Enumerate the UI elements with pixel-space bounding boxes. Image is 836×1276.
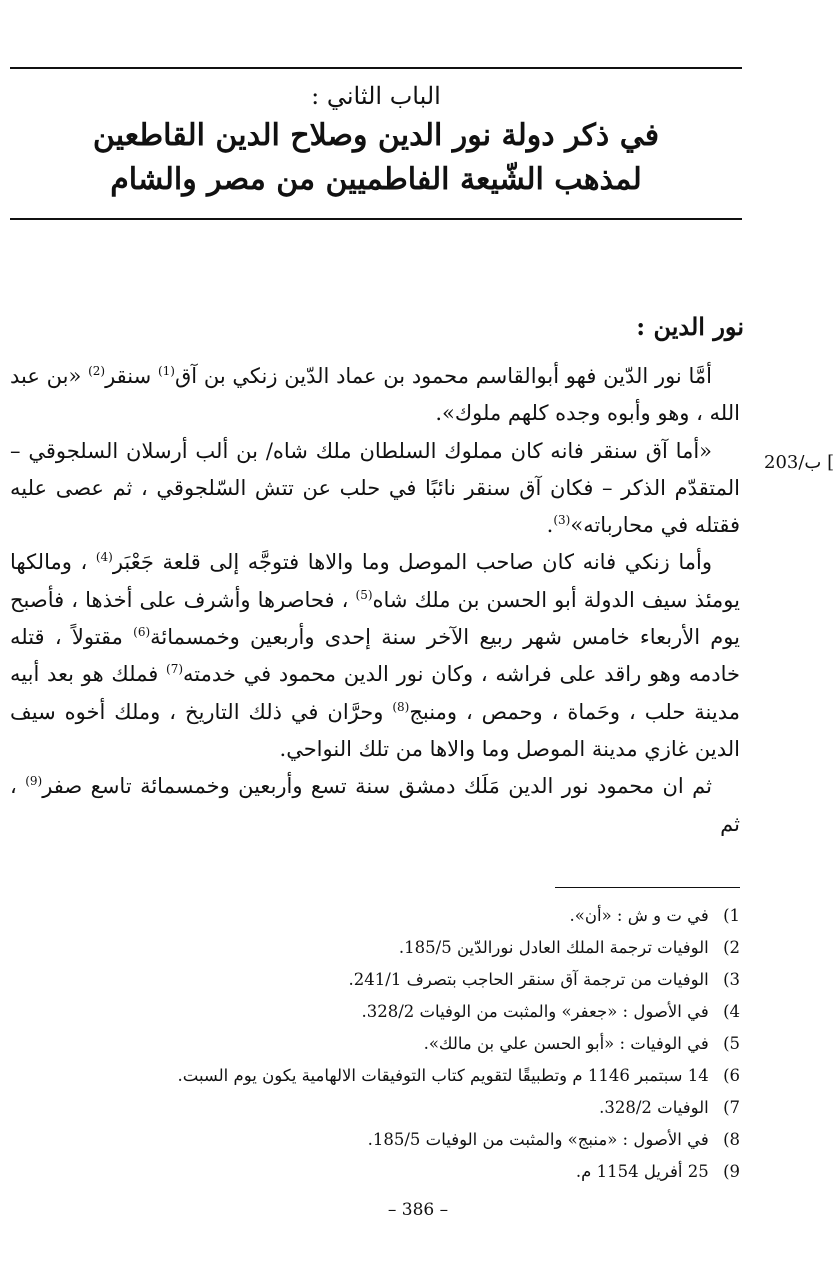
- footnote-text: في الأصول : «جعفر» والمثبت من الوفيات 328/2.: [361, 1002, 709, 1021]
- paragraph: [10, 358, 740, 433]
- text-run: فملك هو بعد أبيه مدينة حلب ، وحَماة ، وحمص ، ومنبج: [10, 662, 740, 724]
- text-run: ، ثم: [10, 774, 740, 836]
- footnote-ref: (7): [166, 662, 184, 677]
- footnotes: [177, 900, 740, 1188]
- body-text: [10, 358, 740, 843]
- footnote-text: الوفيات ترجمة الملك العادل نورالدّين 185/5.: [398, 938, 709, 957]
- footnote: [200, 900, 740, 932]
- chapter-title-line-2: لمذهب الشّيعة الفاطميين من مصر والشام: [110, 162, 642, 197]
- footnote-number: 7): [723, 1098, 740, 1117]
- footnote: [200, 1156, 740, 1188]
- footnote-number: 1): [723, 906, 740, 925]
- page-number: – 386 –: [387, 1200, 449, 1220]
- footnote-ref: (2): [88, 364, 106, 378]
- footnote: [200, 932, 740, 964]
- footnote-ref: (3): [553, 513, 571, 528]
- footnote-number: 9): [723, 1162, 740, 1181]
- footnote-number: 4): [723, 1002, 740, 1021]
- section-heading: نور الدين :: [636, 312, 744, 341]
- footnote-ref: (4): [95, 550, 113, 565]
- footnote-ref: (6): [133, 625, 151, 640]
- footnote-number: 5): [723, 1034, 740, 1053]
- text-run: «بن عبد الله ، وهو وأبوه وجده كلهم ملوك».: [10, 364, 740, 426]
- paragraph: [10, 768, 740, 843]
- text-run: ، فحاصرها وأشرف على أخذها ، فأصبح يوم الأربعاء خامس شهر ربيع الآخر سنة إحدى وأربعين وخمسمائة: [10, 587, 740, 650]
- footnote-text: في الوفيات : «أبو الحسن علي بن مالك».: [423, 1034, 709, 1053]
- footnote-number: 8): [723, 1130, 740, 1149]
- margin-folio-note: 203/ب [: [764, 452, 835, 473]
- text-run: سنقر: [105, 364, 158, 388]
- footnote-rule: [555, 887, 740, 888]
- footnote-number: 6): [723, 1066, 740, 1085]
- footnote-text: الوفيات من ترجمة آق سنقر الحاجب بتصرف 241/1.: [348, 970, 709, 989]
- chapter-header: [10, 78, 742, 202]
- footnote-number: 3): [723, 970, 740, 989]
- footnote-text: الوفيات 328/2.: [599, 1098, 709, 1117]
- text-run: مقتولاً ، قتله خادمه وهو راقد على فراشه ، وكان نور الدين محمود في خدمته: [10, 625, 740, 687]
- footnote-ref: (1): [157, 364, 175, 378]
- paragraph: [10, 544, 740, 768]
- footnote: [200, 1092, 740, 1124]
- text-run: .: [546, 513, 554, 538]
- footnote-text: 14 سبتمبر 1146 م وتطبيقًا لتقويم كتاب التوفيقات الالهامية يكون يوم السبت.: [177, 1066, 709, 1085]
- footnote-text: في الأصول : «منبج» والمثبت من الوفيات 185/5.: [367, 1130, 709, 1149]
- text-run: وحرَّان في ذلك التاريخ ، وملك أخوه سيف الدين غازي مدينة الموصل وما والاها من تلك النواحي.: [10, 699, 740, 761]
- footnote-ref: (5): [355, 587, 373, 602]
- footnote-text: في ت و ش : «أن».: [569, 906, 709, 925]
- paragraph: [10, 433, 740, 545]
- top-rule: [10, 67, 742, 69]
- footnote-text: 25 أفريل 1154 م.: [575, 1162, 709, 1181]
- footnote: [200, 964, 740, 996]
- footnote: [200, 1028, 740, 1060]
- text-run: ، ومالكها يومئذ سيف الدولة أبو الحسن بن ملك شاه: [10, 550, 740, 612]
- text-run: وأما زنكي فانه كان صاحب الموصل وما والاها فتوجَّه إلى قلعة جَعْبَر: [112, 550, 712, 575]
- header-bottom-rule: [10, 218, 742, 220]
- text-run: ثم ان محمود نور الدين مَلَك دمشق سنة تسع وأربعين وخمسمائة تاسع صفر: [42, 774, 712, 799]
- footnote-ref: (9): [25, 774, 43, 789]
- footnote-ref: (8): [392, 699, 410, 714]
- chapter-title-line-1: في ذكر دولة نور الدين وصلاح الدين القاطعين: [92, 118, 660, 153]
- footnote: [200, 1124, 740, 1156]
- text-run: «أما آق سنقر فانه كان مملوك السلطان ملك شاه/ بن ألب أرسلان السلجوقي – المتقدّم الذكر – فكان آق سنقر نائبًا في حلب عن تتش السّلجوقي ، ثم عصى عليه فقتله في محارباته»: [10, 438, 740, 538]
- footnote: [177, 1060, 740, 1092]
- footnote: [200, 996, 740, 1028]
- footnote-number: 2): [723, 938, 740, 957]
- chapter-label: الباب الثاني :: [311, 82, 441, 110]
- text-run: أمَّا نور الدّين فهو أبوالقاسم محمود بن عماد الدّين زنكي بن آق: [174, 364, 713, 388]
